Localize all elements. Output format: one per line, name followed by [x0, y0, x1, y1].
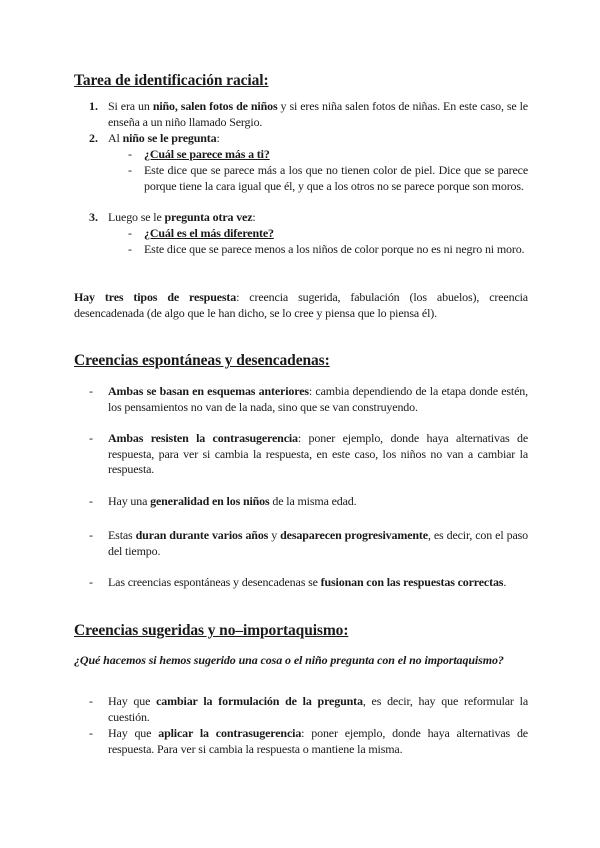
dash-bullet: - — [89, 528, 93, 542]
list-number: 3. — [89, 210, 98, 224]
bullet-text: Ambas se basan en esquemas anteriores: cambia dependiendo de la etapa donde estén, los pensamientos no van de la nada, sino que se van construyendo. — [108, 384, 528, 414]
response-types-paragraph: Hay tres tipos de respuesta: creencia sugerida, fabulación (los abuelos), creencia desencadenada (de algo que le han dicho, se lo cree y piensa que lo piensa él). — [74, 290, 528, 320]
sub-answer: Este dice que se parece más a los que no tienen color de piel. Dice que se parece porque tiene la cara igual que él, y que a los otros no se parece porque son moros. — [144, 163, 528, 193]
dash-bullet: - — [128, 226, 132, 240]
list-number: 2. — [89, 131, 98, 145]
bullet-text: Hay una generalidad en los niños de la misma edad. — [108, 494, 357, 508]
section-heading-racial-identification: Tarea de identificación racial: — [74, 72, 269, 89]
bullet-text: Ambas resisten la contrasugerencia: poner ejemplo, donde haya alternativas de respuesta, para ver si cambia la respuesta, en este caso, los niños no van a cambiar la respuesta. — [108, 431, 528, 476]
dash-bullet: - — [89, 494, 93, 508]
section-heading-spontaneous-beliefs: Creencias espontáneas y desencadenas: — [74, 352, 330, 369]
dash-bullet: - — [89, 431, 93, 445]
sub-question: ¿Cuál es el más diferente? — [144, 226, 274, 240]
section-heading-suggested-beliefs: Creencias sugeridas y no–importaquismo: — [74, 622, 349, 639]
list-number: 1. — [89, 99, 98, 113]
dash-bullet: - — [128, 163, 132, 177]
sub-answer: Este dice que se parece menos a los niños de color porque no es ni negro ni moro. — [144, 242, 525, 256]
list-item-text: Al niño se le pregunta: — [108, 131, 220, 145]
list-item-text: Si era un niño, salen fotos de niños y si eres niña salen fotos de niñas. En este caso, se le enseña a un niño llamado Sergio. — [108, 99, 528, 129]
bullet-text: Estas duran durante varios años y desaparecen progresivamente, es decir, con el paso del tiempo. — [108, 528, 528, 558]
bullet-text: Hay que aplicar la contrasugerencia: poner ejemplo, donde haya alternativas de respuesta. Para ver si cambia la respuesta o mantiene la misma. — [108, 726, 528, 756]
dash-bullet: - — [89, 575, 93, 589]
bullet-text: Las creencias espontáneas y desencadenas se fusionan con las respuestas correctas. — [108, 575, 507, 589]
dash-bullet: - — [89, 726, 93, 740]
dash-bullet: - — [128, 242, 132, 256]
dash-bullet: - — [89, 384, 93, 398]
dash-bullet: - — [128, 147, 132, 161]
list-item-text: Luego se le pregunta otra vez: — [108, 210, 256, 224]
dash-bullet: - — [89, 694, 93, 708]
sub-question: ¿Cuál se parece más a ti? — [144, 147, 270, 161]
section-question: ¿Qué hacemos si hemos sugerido una cosa o el niño pregunta con el no importaquismo? — [74, 653, 504, 667]
bullet-text: Hay que cambiar la formulación de la pregunta, es decir, hay que reformular la cuestión. — [108, 694, 528, 724]
